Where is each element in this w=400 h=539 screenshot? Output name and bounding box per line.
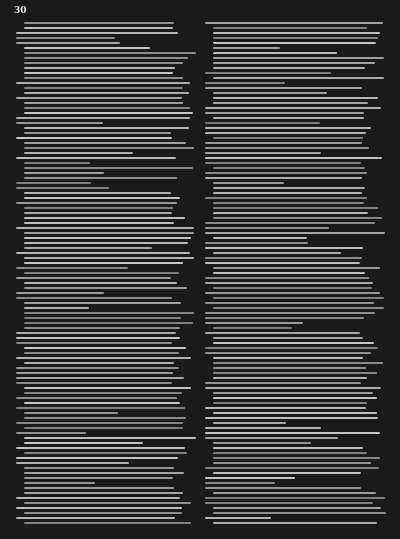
entry-line	[213, 67, 365, 69]
entry-line	[213, 297, 384, 299]
entry-line	[205, 517, 271, 519]
entry-line	[213, 32, 380, 34]
entry-line	[24, 142, 186, 144]
entry-line	[213, 457, 380, 459]
entry-line	[16, 377, 184, 379]
entry-line	[213, 37, 378, 39]
entry-line	[213, 507, 381, 509]
entry-line	[213, 62, 375, 64]
entry-line	[16, 372, 173, 374]
entry-line	[213, 512, 386, 514]
entry-line	[24, 362, 174, 364]
entry-line	[213, 397, 377, 399]
entry-line	[24, 282, 177, 284]
entry-line	[213, 27, 367, 29]
entry-line	[24, 502, 191, 504]
entry-line	[213, 492, 376, 494]
entry-line	[24, 52, 196, 54]
entry-line	[205, 277, 369, 279]
entry-line	[16, 432, 86, 434]
entry-line	[205, 387, 381, 389]
entry-line	[16, 182, 91, 184]
entry-line	[205, 487, 361, 489]
entry-line	[205, 142, 362, 144]
entry-line	[205, 242, 308, 244]
entry-line	[213, 77, 384, 79]
entry-line	[16, 517, 175, 519]
entry-line	[205, 112, 364, 114]
entry-line	[16, 117, 190, 119]
entry-line	[213, 137, 363, 139]
entry-line	[205, 317, 364, 319]
entry-line	[205, 292, 380, 294]
entry-line	[205, 157, 382, 159]
entry-line	[16, 462, 129, 464]
entry-line	[24, 212, 172, 214]
entry-line	[24, 152, 133, 154]
entry-line	[24, 272, 179, 274]
entry-line	[24, 102, 183, 104]
entry-line	[16, 37, 115, 39]
entry-line	[205, 247, 363, 249]
entry-line	[205, 382, 361, 384]
entry-line	[16, 187, 109, 189]
entry-line	[213, 337, 363, 339]
entry-line	[24, 237, 191, 239]
entry-line	[213, 307, 384, 309]
entry-line	[213, 217, 382, 219]
entry-line	[205, 132, 366, 134]
entry-line	[205, 322, 303, 324]
entry-line	[24, 197, 180, 199]
entry-line	[16, 422, 183, 424]
entry-line	[24, 322, 193, 324]
entry-line	[24, 62, 183, 64]
entry-line	[16, 342, 172, 344]
entry-line	[213, 97, 378, 99]
entry-line	[213, 462, 371, 464]
entry-line	[205, 82, 285, 84]
entry-line	[205, 227, 329, 229]
entry-line	[24, 107, 190, 109]
entry-line	[24, 427, 183, 429]
entry-line	[24, 347, 186, 349]
entry-line	[16, 252, 190, 254]
entry-line	[213, 367, 366, 369]
entry-line	[205, 502, 373, 504]
entry-line	[16, 97, 182, 99]
entry-line	[205, 232, 385, 234]
entry-line	[24, 172, 104, 174]
entry-line	[24, 72, 173, 74]
entry-line	[205, 282, 373, 284]
entry-line	[205, 257, 362, 259]
entry-line	[16, 42, 120, 44]
entry-line	[24, 192, 171, 194]
entry-line	[24, 317, 181, 319]
entry-line	[16, 292, 104, 294]
entry-line	[24, 57, 188, 59]
entry-line	[24, 467, 174, 469]
entry-line	[205, 407, 366, 409]
entry-line	[205, 467, 379, 469]
entry-line	[24, 217, 185, 219]
entry-line	[16, 32, 178, 34]
entry-line	[24, 472, 184, 474]
entry-line	[16, 497, 180, 499]
right-column	[205, 22, 386, 532]
entry-line	[24, 477, 173, 479]
entry-line	[213, 252, 341, 254]
entry-line	[24, 27, 173, 29]
entry-line	[213, 522, 377, 524]
entry-line	[24, 147, 194, 149]
entry-line	[16, 157, 176, 159]
entry-line	[213, 207, 378, 209]
entry-line	[16, 202, 177, 204]
entry-line	[24, 247, 152, 249]
entry-line	[24, 67, 175, 69]
entry-line	[213, 272, 365, 274]
entry-line	[16, 267, 128, 269]
entry-line	[24, 327, 180, 329]
entry-line	[24, 162, 90, 164]
entry-line	[213, 117, 364, 119]
entry-line	[24, 387, 191, 389]
entry-line	[213, 287, 372, 289]
entry-line	[213, 377, 367, 379]
entry-line	[205, 72, 331, 74]
entry-line	[24, 92, 189, 94]
entry-line	[24, 482, 95, 484]
entry-line	[213, 442, 311, 444]
entry-line	[205, 347, 378, 349]
entry-line	[205, 222, 375, 224]
entry-line	[205, 332, 360, 334]
entry-line	[205, 497, 385, 499]
entry-line	[205, 197, 367, 199]
entry-line	[16, 337, 180, 339]
entry-line	[213, 52, 337, 54]
entry-line	[205, 127, 371, 129]
entry-line	[24, 392, 182, 394]
left-column	[16, 22, 197, 532]
entry-line	[16, 227, 194, 229]
entry-line	[205, 417, 378, 419]
entry-line	[16, 397, 177, 399]
entry-line	[213, 402, 367, 404]
entry-line	[16, 137, 172, 139]
entry-line	[24, 487, 174, 489]
entry-line	[213, 362, 383, 364]
entry-line	[24, 307, 89, 309]
entry-line	[24, 222, 174, 224]
entry-line	[205, 147, 369, 149]
entry-line	[16, 297, 172, 299]
entry-line	[24, 437, 196, 439]
entry-line	[24, 512, 182, 514]
entry-line	[205, 107, 381, 109]
entry-line	[213, 452, 367, 454]
entry-line	[213, 267, 380, 269]
entry-line	[24, 287, 187, 289]
entry-line	[24, 312, 194, 314]
entry-line	[205, 437, 338, 439]
entry-line	[213, 92, 327, 94]
page-number: 30	[14, 6, 27, 16]
entry-line	[24, 47, 150, 49]
entry-line	[213, 372, 377, 374]
entry-line	[24, 352, 179, 354]
entry-line	[24, 442, 143, 444]
entry-line	[213, 192, 362, 194]
entry-line	[24, 257, 194, 259]
entry-line	[205, 262, 360, 264]
entry-line	[16, 277, 171, 279]
entry-line	[213, 327, 292, 329]
entry-line	[24, 522, 191, 524]
entry-line	[205, 352, 371, 354]
entry-line	[205, 152, 321, 154]
entry-line	[205, 477, 295, 479]
entry-line	[16, 357, 191, 359]
entry-line	[16, 332, 176, 334]
entry-line	[205, 432, 380, 434]
entry-line	[24, 207, 173, 209]
entry-line	[213, 422, 286, 424]
entry-line	[24, 167, 193, 169]
entry-line	[213, 167, 365, 169]
entry-line	[24, 492, 183, 494]
entry-line	[213, 472, 361, 474]
entry-line	[213, 392, 373, 394]
entry-line	[24, 127, 189, 129]
entry-line	[16, 507, 182, 509]
entry-line	[205, 172, 367, 174]
entry-line	[24, 77, 183, 79]
entry-line	[24, 242, 188, 244]
entry-line	[24, 22, 174, 24]
entry-line	[205, 22, 383, 24]
entry-line	[24, 232, 194, 234]
entry-line	[213, 187, 365, 189]
entry-line	[213, 447, 363, 449]
entry-line	[213, 412, 377, 414]
entry-line	[205, 302, 374, 304]
entry-line	[24, 412, 118, 414]
entry-line	[213, 202, 364, 204]
entry-line	[213, 57, 384, 59]
entry-line	[205, 482, 275, 484]
entry-line	[16, 382, 172, 384]
entry-line	[16, 367, 179, 369]
entry-line	[205, 87, 362, 89]
entry-line	[24, 87, 183, 89]
entry-line	[213, 42, 376, 44]
entry-line	[16, 457, 178, 459]
entry-line	[205, 162, 361, 164]
entry-line	[205, 312, 375, 314]
entry-line	[213, 342, 374, 344]
entry-line	[213, 357, 363, 359]
entry-line	[24, 302, 181, 304]
entry-line	[24, 452, 187, 454]
entry-line	[16, 122, 103, 124]
entry-line	[16, 407, 185, 409]
entry-line	[213, 47, 280, 49]
entry-line	[213, 237, 307, 239]
entry-line	[205, 427, 321, 429]
entry-line	[16, 447, 185, 449]
entry-line	[213, 102, 368, 104]
entry-line	[24, 402, 180, 404]
entry-line	[24, 112, 193, 114]
entry-line	[205, 122, 320, 124]
entry-line	[24, 132, 171, 134]
entry-line	[24, 417, 186, 419]
entry-line	[213, 212, 368, 214]
entry-line	[24, 177, 177, 179]
entry-line	[205, 177, 362, 179]
entry-line	[16, 82, 190, 84]
entry-line	[24, 262, 183, 264]
entry-line	[213, 182, 284, 184]
